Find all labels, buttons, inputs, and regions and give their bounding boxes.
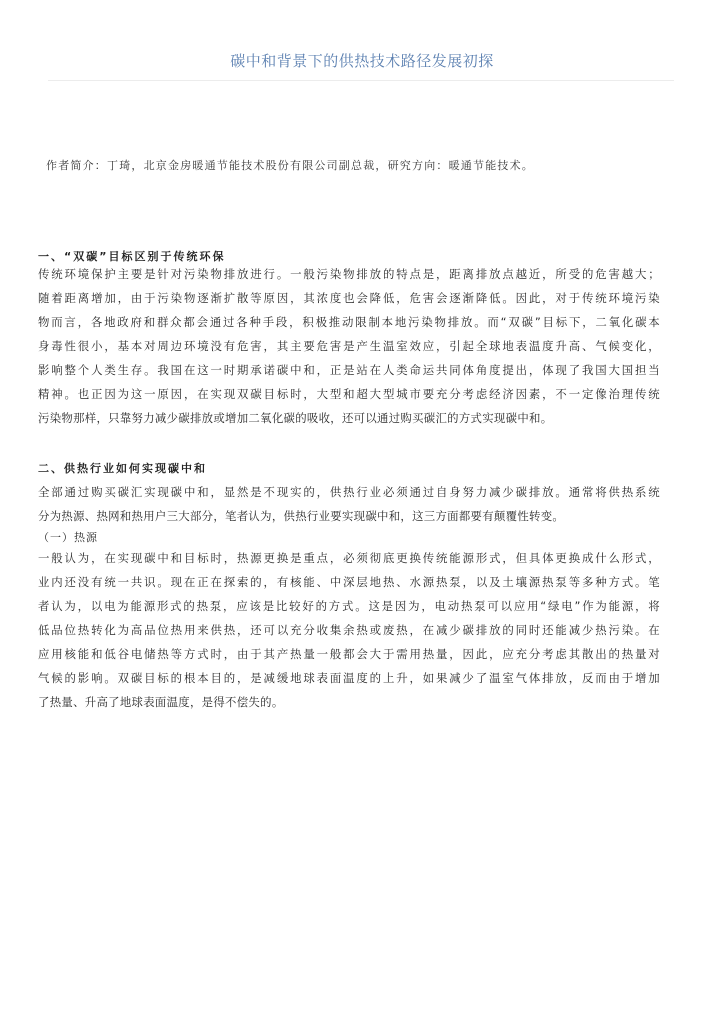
paragraph-line: 物而言，各地政府和群众都会通过各种手段，积极推动限制本地污染物排放。而“双碳”目标下，二氧化碳本 [38, 315, 660, 329]
paragraph-line: 应用核能和低谷电储热等方式时，由于其产热量一般都会大于需用热量，因此，应充分考虑其散出的热量对 [38, 647, 660, 661]
paragraph-line: 传统环境保护主要是针对污染物排放进行。一般污染物排放的特点是，距离排放点越近，所受的危害越大； [38, 267, 660, 281]
section-heading-2: 二、供热行业如何实现碳中和 [38, 462, 207, 475]
section-heading-1: 一、“双碳”目标区别于传统环保 [38, 250, 226, 263]
author-bio: 作者简介：丁琦，北京金房暖通节能技术股份有限公司副总裁，研究方向：暖通节能技术。 [46, 159, 534, 172]
paragraph-line: 影响整个人类生存。我国在这一时期承诺碳中和，正是站在人类命运共同体角度提出，体现了我国大国担当 [38, 363, 660, 377]
paragraph-line: 身毒性很小，基本对周边环境没有危害，其主要危害是产生温室效应，引起全球地表温度升高、气候变化， [38, 339, 660, 353]
heat-source-paragraph [38, 546, 660, 714]
paragraph-line: 者认为，以电为能源形式的热泵，应该是比较好的方式。这是因为，电动热泵可以应用“绿电”作为能源，将 [38, 599, 660, 613]
paragraph-line: 污染物那样，只靠努力减少碳排放或增加二氧化碳的吸收，还可以通过购买碳汇的方式实现碳中和。 [38, 411, 553, 425]
paragraph-line: 气候的影响。双碳目标的根本目的，是减缓地球表面温度的上升，如果减少了温室气体排放，反而由于增加 [38, 671, 660, 685]
paragraph-line: 了热量、升高了地球表面温度，是得不偿失的。 [38, 695, 284, 709]
paragraph-line: 低品位热转化为高品位热用来供热，还可以充分收集余热或废热，在减少碳排放的同时还能减少热污染。在 [38, 623, 660, 637]
title-divider [48, 80, 674, 81]
paragraph-line: 业内还没有统一共识。现在正在探索的，有核能、中深层地热、水源热泵，以及土壤源热泵等多种方式。笔 [38, 575, 660, 589]
section-1-paragraph [38, 262, 660, 430]
paragraph-line: 全部通过购买碳汇实现碳中和，显然是不现实的，供热行业必须通过自身努力减少碳排放。通常将供热系统 [38, 485, 660, 499]
paragraph-line: 分为热源、热网和热用户三大部分，笔者认为，供热行业要实现碳中和，这三方面都要有颠覆性转变。 [38, 509, 565, 523]
subheading-heat-source: （一）热源 [38, 531, 98, 544]
paragraph-line: 随着距离增加，由于污染物逐渐扩散等原因，其浓度也会降低，危害会逐渐降低。因此，对于传统环境污染 [38, 291, 660, 305]
paragraph-line: 一般认为，在实现碳中和目标时，热源更换是重点，必须彻底更换传统能源形式，但具体更换成什么形式， [38, 551, 660, 565]
page-title: 碳中和背景下的供热技术路径发展初探 [230, 52, 494, 70]
paragraph-line: 精神。也正因为这一原因，在实现双碳目标时，大型和超大型城市要充分考虑经济因素，不一定像治理传统 [38, 387, 660, 401]
section-2-paragraph [38, 480, 660, 528]
